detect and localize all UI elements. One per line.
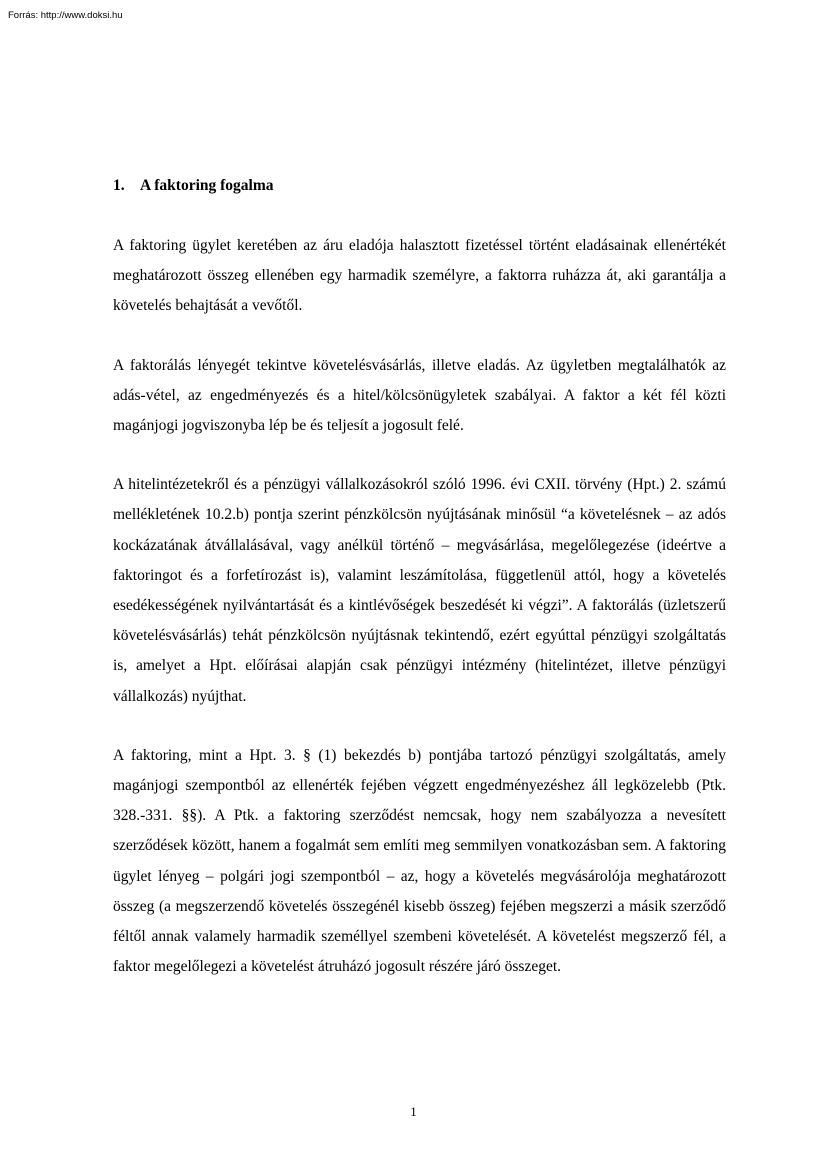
section-number: 1. — [113, 177, 125, 194]
paragraph-3: A hitelintézetekről és a pénzügyi vállalkozásokról szóló 1996. évi CXII. törvény (Hpt.) 2. számú mellékletének 10.2.b) pontja szerint pénzkölcsön nyújtásának minősül “a követelésnek – az adós kockázatának átvállalásával, vagy anélkül történő – megvásárlása, megelőlegezése (ideértve a faktoringot és a forfetírozást is), valamint leszámítolása, függetlenül attól, hogy a követelés esedékességének nyilvántartását és a kintlévőségek beszedését ki végzi”. A faktorálás (üzletszerű követelésvásárlás) tehát pénzkölcsön nyújtásnak tekintendő, ezért egyúttal pénzügyi szolgáltatás is, amelyet a Hpt. előírásai alapján csak pénzügyi intézmény (hitelintézet, illetve pénzügyi vállalkozás) nyújthat. — [113, 476, 726, 705]
section-heading — [113, 171, 726, 201]
document-body — [113, 171, 726, 1011]
paragraph-1: A faktoring ügylet keretében az áru eladója halasztott fizetéssel történt eladásainak ellenértékét meghatározott összeg ellenében egy harmadik személyre, a faktorra ruházza át, aki garantálja a követelés behajtását a vevőtől. — [113, 237, 726, 315]
page-number: 1 — [410, 1104, 417, 1119]
paragraph-4: A faktoring, mint a Hpt. 3. § (1) bekezdés b) pontjába tartozó pénzügyi szolgáltatás, amely magánjogi szempontból az ellenérték fejében végzett engedményezéshez áll legközelebb (Ptk. 328.-331. §§). A Ptk. a faktoring szerződést nemcsak, hogy nem szabályozza a nevesített szerződések között, hanem a fogalmát sem említi meg semmilyen vonatkozásban sem. A faktoring ügylet lényeg – polgári jogi szempontból – az, hogy a követelés megvásárolója meghatározott összeg (a megszerzendő követelés összegénél kisebb összeg) fejében megszerzi a másik szerződő féltől annak valamely harmadik személlyel szembeni követelését. A követelést megszerző fél, a faktor megelőlegezi a követelést átruházó jogosult részére járó összeget. — [113, 746, 726, 976]
paragraph-2: A faktorálás lényegét tekintve követelésvásárlás, illetve eladás. Az ügyletben megtalálhatók az adás-vétel, az engedményezés és a hitel/kölcsönügyletek szabályai. A faktor a két fél közti magánjogi jogviszonyba lép be és teljesít a jogosult felé. — [113, 356, 726, 435]
section-title: A faktoring fogalma — [140, 177, 274, 194]
source-label: Forrás: http://www.doksi.hu — [8, 10, 123, 21]
